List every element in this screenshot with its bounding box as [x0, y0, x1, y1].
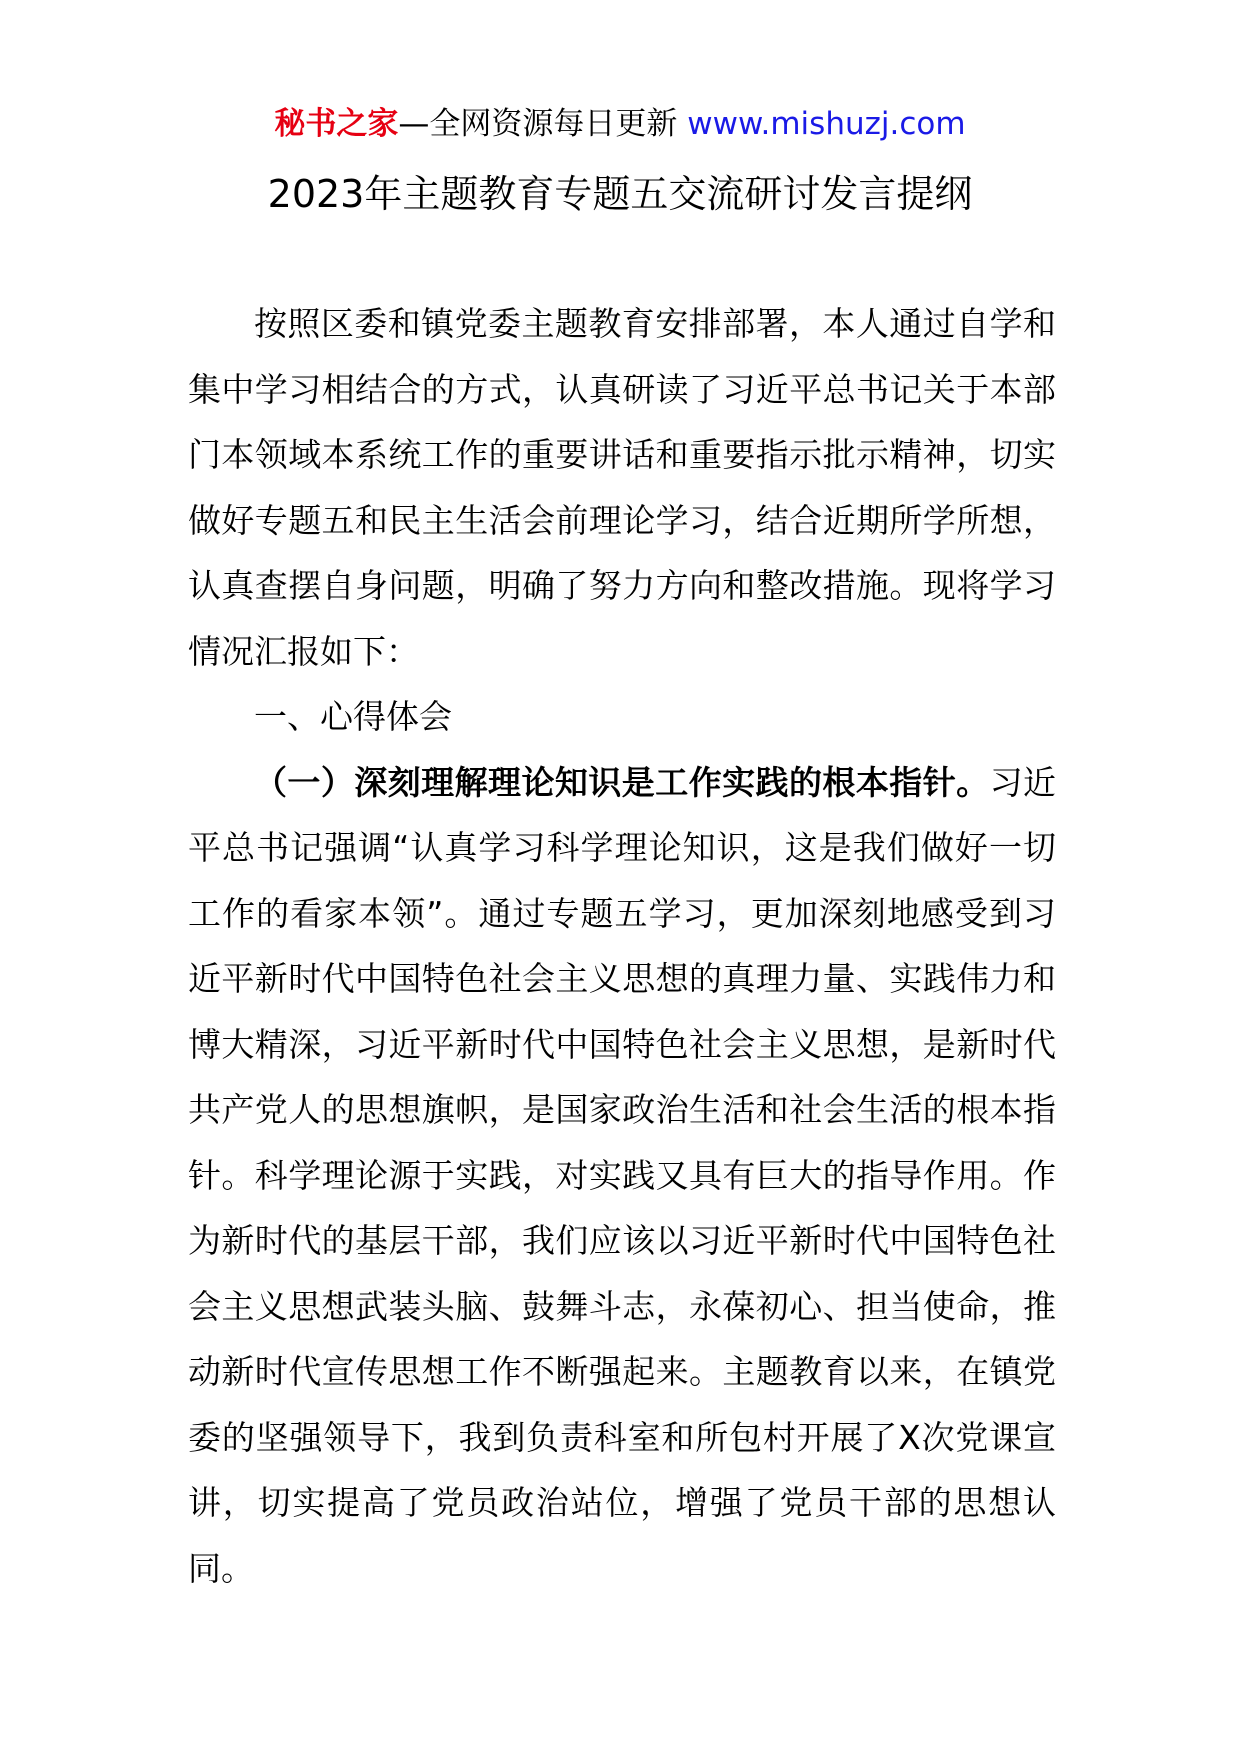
subsection-paragraph	[188, 750, 1056, 1602]
document-title: 2023年主题教育专题五交流研讨发言提纲	[267, 172, 973, 216]
document-body	[188, 291, 1056, 1601]
subsection-lead: （一）深刻理解理论知识是工作实践的根本指针。	[254, 762, 990, 802]
watermark-header	[0, 102, 1240, 146]
intro-paragraph: 按照区委和镇党委主题教育安排部署，本人通过自学和集中学习相结合的方式，认真研读了习近平总书记关于本部门本领域本系统工作的重要讲话和重要指示批示精神，切实做好专题五和民主生活会前理论学习，结合近期所学所想，认真查摆自身问题，明确了努力方向和整改措施。现将学习情况汇报如下：	[188, 304, 1056, 671]
section-heading: 一、心得体会	[254, 697, 452, 736]
header-slogan: —全网资源每日更新	[398, 106, 678, 142]
header-brand: 秘书之家	[274, 106, 399, 142]
header-url-link[interactable]: www.mishuzj.com	[687, 106, 966, 142]
subsection-text: 习近平总书记强调“认真学习科学理论知识，这是我们做好一切工作的看家本领”。通过专题五学习，更加深刻地感受到习近平新时代中国特色社会主义思想的真理力量、实践伟力和博大精深，习近平新时代中国特色社会主义思想，是新时代共产党人的思想旗帜，是国家政治生活和社会生活的根本指针。科学理论源于实践，对实践又具有巨大的指导作用。作为新时代的基层干部，我们应该以习近平新时代中国特色社会主义思想武装头脑、鼓舞斗志，永葆初心、担当使命，推动新时代宣传思想工作不断强起来。主题教育以来，在镇党委的坚强领导下，我到负责科室和所包村开展了X次党课宣讲，切实提高了党员政治站位，增强了党员干部的思想认同。	[188, 762, 1057, 1588]
